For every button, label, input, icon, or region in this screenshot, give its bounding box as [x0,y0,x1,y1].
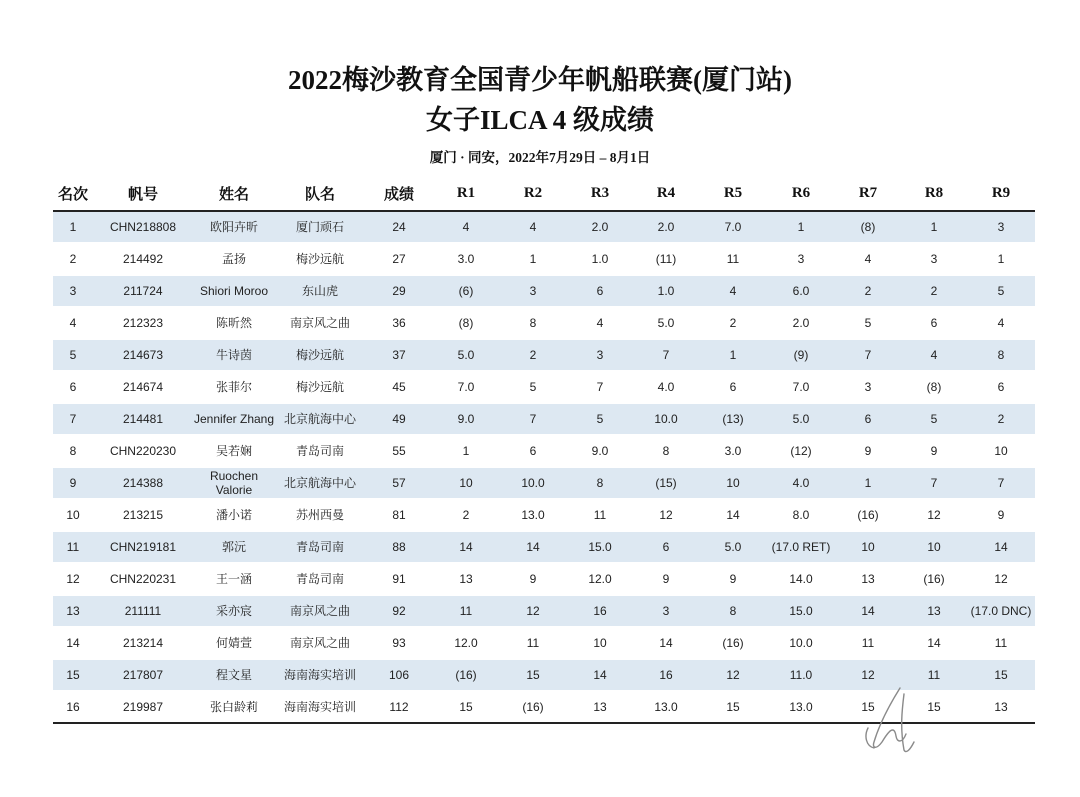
table-row [53,467,1035,499]
cell-total: 37 [365,339,433,371]
cell-r8: 10 [901,531,967,563]
cell-r5: 15 [699,691,767,723]
cell-team: 南京风之曲 [275,595,365,627]
cell-r4: 12 [633,499,699,531]
column-header-r7: R7 [835,177,901,211]
cell-r5: (16) [699,627,767,659]
table-row [53,627,1035,659]
cell-sail-number: 214388 [93,467,193,499]
cell-r9: 3 [967,211,1035,243]
handwritten-signature [860,684,920,756]
cell-r5: 5.0 [699,531,767,563]
cell-rank: 8 [53,435,93,467]
cell-r2: 7 [499,403,567,435]
cell-r6: 7.0 [767,371,835,403]
cell-r6: 11.0 [767,659,835,691]
cell-r2: 6 [499,435,567,467]
cell-r1: 13 [433,563,499,595]
cell-r6: 1 [767,211,835,243]
results-title: 2022梅沙教育全国青少年帆船联赛(厦门站) [288,65,792,95]
cell-rank: 14 [53,627,93,659]
cell-r4: 6 [633,531,699,563]
column-header-total: 成绩 [365,177,433,211]
results-body [53,211,1035,723]
cell-r8: (16) [901,563,967,595]
cell-r7: 3 [835,371,901,403]
cell-r8: 1 [901,211,967,243]
cell-r7: 6 [835,403,901,435]
cell-r5: 9 [699,563,767,595]
cell-sail-number: 214492 [93,243,193,275]
cell-r3: 7 [567,371,633,403]
table-row [53,275,1035,307]
cell-r2: 15 [499,659,567,691]
cell-total: 93 [365,627,433,659]
cell-total: 45 [365,371,433,403]
cell-r9: 4 [967,307,1035,339]
cell-sailor-name: Shiori Moroo [193,275,275,307]
cell-r7: (16) [835,499,901,531]
cell-r2: 14 [499,531,567,563]
cell-r6: 13.0 [767,691,835,723]
cell-team: 青岛司南 [275,563,365,595]
cell-r3: 10 [567,627,633,659]
cell-r3: 12.0 [567,563,633,595]
cell-r2: 13.0 [499,499,567,531]
cell-sailor-name: 何婧萱 [193,627,275,659]
cell-r4: 9 [633,563,699,595]
cell-sail-number: 211724 [93,275,193,307]
cell-r2: 8 [499,307,567,339]
cell-rank: 4 [53,307,93,339]
cell-r5: 2 [699,307,767,339]
cell-r7: 10 [835,531,901,563]
cell-r9: 9 [967,499,1035,531]
event-venue-dates: 厦门 · 同安，2022年7月29日 – 8月1日 [429,150,651,165]
cell-r8: 9 [901,435,967,467]
cell-sailor-name: 王一涵 [193,563,275,595]
cell-r4: (11) [633,243,699,275]
cell-r3: 4 [567,307,633,339]
cell-r4: 10.0 [633,403,699,435]
cell-r1: 2 [433,499,499,531]
cell-r4: 8 [633,435,699,467]
cell-r1: 15 [433,691,499,723]
cell-r7: 7 [835,339,901,371]
cell-r3: 3 [567,339,633,371]
cell-r8: (8) [901,371,967,403]
cell-total: 57 [365,467,433,499]
class-title: 女子ILCA 4 级成绩 [425,105,655,135]
cell-total: 91 [365,563,433,595]
cell-r9: 2 [967,403,1035,435]
cell-rank: 9 [53,467,93,499]
cell-r7: 9 [835,435,901,467]
cell-r9: 5 [967,275,1035,307]
cell-sail-number: 219987 [93,691,193,723]
cell-r6: 6.0 [767,275,835,307]
cell-r9: (17.0 DNC) [967,595,1035,627]
table-row [53,435,1035,467]
cell-sailor-name: 潘小诺 [193,499,275,531]
cell-r6: (9) [767,339,835,371]
column-header-team: 队名 [275,177,365,211]
cell-r9: 11 [967,627,1035,659]
cell-r5: 10 [699,467,767,499]
cell-r9: 1 [967,243,1035,275]
table-row [53,307,1035,339]
cell-r4: 1.0 [633,275,699,307]
cell-rank: 6 [53,371,93,403]
cell-team: 东山虎 [275,275,365,307]
column-header-name: 姓名 [193,177,275,211]
cell-r1: 5.0 [433,339,499,371]
cell-r7: 12 [835,659,901,691]
cell-team: 梅沙远航 [275,243,365,275]
cell-sailor-name: 张白龄莉 [193,691,275,723]
cell-r4: 16 [633,659,699,691]
table-row [53,339,1035,371]
cell-sail-number: CHN218808 [93,211,193,243]
cell-total: 24 [365,211,433,243]
cell-r5: 11 [699,243,767,275]
cell-r9: 7 [967,467,1035,499]
cell-r7: 11 [835,627,901,659]
cell-team: 厦门顽石 [275,211,365,243]
cell-r9: 6 [967,371,1035,403]
cell-team: 梅沙远航 [275,371,365,403]
cell-rank: 5 [53,339,93,371]
cell-r5: 3.0 [699,435,767,467]
cell-r9: 12 [967,563,1035,595]
cell-r8: 7 [901,467,967,499]
cell-team: 海南海实培训 [275,691,365,723]
cell-r8: 12 [901,499,967,531]
cell-sailor-name: 孟扬 [193,243,275,275]
cell-r2: 11 [499,627,567,659]
cell-r1: (6) [433,275,499,307]
cell-r7: 14 [835,595,901,627]
cell-sail-number: 213214 [93,627,193,659]
cell-r3: 11 [567,499,633,531]
cell-total: 27 [365,243,433,275]
cell-r7: 1 [835,467,901,499]
column-header-r6: R6 [767,177,835,211]
column-header-r1: R1 [433,177,499,211]
cell-r1: (16) [433,659,499,691]
table-row [53,211,1035,243]
cell-team: 梅沙远航 [275,339,365,371]
cell-rank: 3 [53,275,93,307]
cell-r6: (17.0 RET) [767,531,835,563]
cell-r3: 1.0 [567,243,633,275]
cell-r5: 6 [699,371,767,403]
cell-total: 112 [365,691,433,723]
column-header-r5: R5 [699,177,767,211]
cell-r2: 1 [499,243,567,275]
cell-r8: 15 [901,691,967,723]
cell-sailor-name: 牛诗茵 [193,339,275,371]
cell-r8: 3 [901,243,967,275]
cell-total: 81 [365,499,433,531]
cell-sail-number: CHN219181 [93,531,193,563]
cell-r1: 1 [433,435,499,467]
cell-r3: 13 [567,691,633,723]
cell-total: 88 [365,531,433,563]
cell-team: 北京航海中心 [275,467,365,499]
cell-r6: 2.0 [767,307,835,339]
cell-r8: 2 [901,275,967,307]
table-row [53,563,1035,595]
cell-r6: 5.0 [767,403,835,435]
cell-r7: 15 [835,691,901,723]
cell-sailor-name: 欧阳卉昕 [193,211,275,243]
table-row [53,403,1035,435]
cell-team: 青岛司南 [275,531,365,563]
cell-rank: 15 [53,659,93,691]
cell-team: 南京风之曲 [275,627,365,659]
column-header-r4: R4 [633,177,699,211]
cell-sail-number: 217807 [93,659,193,691]
cell-team: 北京航海中心 [275,403,365,435]
cell-r7: 13 [835,563,901,595]
cell-sailor-name: 郭沅 [193,531,275,563]
cell-sailor-name: Jennifer Zhang [193,403,275,435]
cell-r4: 3 [633,595,699,627]
cell-total: 92 [365,595,433,627]
cell-sail-number: CHN220231 [93,563,193,595]
cell-r5: (13) [699,403,767,435]
column-header-r2: R2 [499,177,567,211]
cell-r3: 14 [567,659,633,691]
cell-r7: 5 [835,307,901,339]
cell-r3: 15.0 [567,531,633,563]
cell-r1: 3.0 [433,243,499,275]
column-header-r8: R8 [901,177,967,211]
cell-r6: 3 [767,243,835,275]
cell-r4: 4.0 [633,371,699,403]
cell-sailor-name: 程文星 [193,659,275,691]
header-row [53,177,1035,211]
cell-r9: 14 [967,531,1035,563]
cell-r6: 10.0 [767,627,835,659]
cell-r3: 16 [567,595,633,627]
cell-team: 南京风之曲 [275,307,365,339]
cell-rank: 10 [53,499,93,531]
table-row [53,499,1035,531]
cell-r6: (12) [767,435,835,467]
cell-r5: 14 [699,499,767,531]
cell-sail-number: 214673 [93,339,193,371]
cell-r8: 6 [901,307,967,339]
table-row [53,243,1035,275]
cell-total: 49 [365,403,433,435]
cell-r2: 4 [499,211,567,243]
cell-team: 苏州西曼 [275,499,365,531]
cell-r1: 7.0 [433,371,499,403]
cell-rank: 2 [53,243,93,275]
cell-sail-number: 214481 [93,403,193,435]
cell-sail-number: 214674 [93,371,193,403]
cell-r6: 4.0 [767,467,835,499]
cell-sailor-name: Ruochen Valorie [193,467,275,499]
table-row [53,595,1035,627]
cell-total: 36 [365,307,433,339]
cell-sailor-name: 采亦宸 [193,595,275,627]
cell-r5: 12 [699,659,767,691]
cell-r1: (8) [433,307,499,339]
cell-r8: 5 [901,403,967,435]
cell-r5: 7.0 [699,211,767,243]
cell-r7: 2 [835,275,901,307]
cell-r3: 5 [567,403,633,435]
cell-r1: 9.0 [433,403,499,435]
cell-r3: 6 [567,275,633,307]
cell-r8: 13 [901,595,967,627]
cell-r6: 15.0 [767,595,835,627]
cell-r8: 11 [901,659,967,691]
table-row [53,371,1035,403]
cell-r9: 15 [967,659,1035,691]
cell-r4: 2.0 [633,211,699,243]
cell-total: 55 [365,435,433,467]
cell-r1: 14 [433,531,499,563]
cell-r1: 11 [433,595,499,627]
cell-r7: 4 [835,243,901,275]
cell-total: 106 [365,659,433,691]
cell-r9: 10 [967,435,1035,467]
cell-r2: 9 [499,563,567,595]
cell-r2: 10.0 [499,467,567,499]
column-header-r3: R3 [567,177,633,211]
cell-total: 29 [365,275,433,307]
cell-r8: 14 [901,627,967,659]
cell-sailor-name: 吴若娴 [193,435,275,467]
cell-r3: 9.0 [567,435,633,467]
cell-sail-number: 212323 [93,307,193,339]
cell-rank: 12 [53,563,93,595]
cell-r4: 14 [633,627,699,659]
table-row [53,531,1035,563]
cell-r4: 7 [633,339,699,371]
cell-rank: 16 [53,691,93,723]
column-header-sail-number: 帆号 [93,177,193,211]
cell-sail-number: 211111 [93,595,193,627]
cell-r2: 3 [499,275,567,307]
cell-r6: 14.0 [767,563,835,595]
cell-rank: 1 [53,211,93,243]
cell-rank: 13 [53,595,93,627]
results-table [53,177,1035,724]
cell-team: 青岛司南 [275,435,365,467]
cell-r7: (8) [835,211,901,243]
cell-r3: 8 [567,467,633,499]
cell-r5: 4 [699,275,767,307]
cell-r3: 2.0 [567,211,633,243]
cell-r5: 1 [699,339,767,371]
cell-r8: 4 [901,339,967,371]
cell-rank: 7 [53,403,93,435]
cell-r2: 5 [499,371,567,403]
cell-r1: 10 [433,467,499,499]
cell-sailor-name: 陈昕然 [193,307,275,339]
cell-r2: (16) [499,691,567,723]
cell-r9: 8 [967,339,1035,371]
cell-sail-number: 213215 [93,499,193,531]
cell-r9: 13 [967,691,1035,723]
cell-sailor-name: 张菲尔 [193,371,275,403]
column-header-r9: R9 [967,177,1035,211]
cell-r4: 5.0 [633,307,699,339]
cell-sail-number: CHN220230 [93,435,193,467]
cell-r1: 4 [433,211,499,243]
cell-r2: 2 [499,339,567,371]
cell-r1: 12.0 [433,627,499,659]
cell-r6: 8.0 [767,499,835,531]
cell-r4: (15) [633,467,699,499]
cell-r5: 8 [699,595,767,627]
cell-r4: 13.0 [633,691,699,723]
column-header-rank: 名次 [53,177,93,211]
cell-team: 海南海实培训 [275,659,365,691]
cell-rank: 11 [53,531,93,563]
cell-r2: 12 [499,595,567,627]
